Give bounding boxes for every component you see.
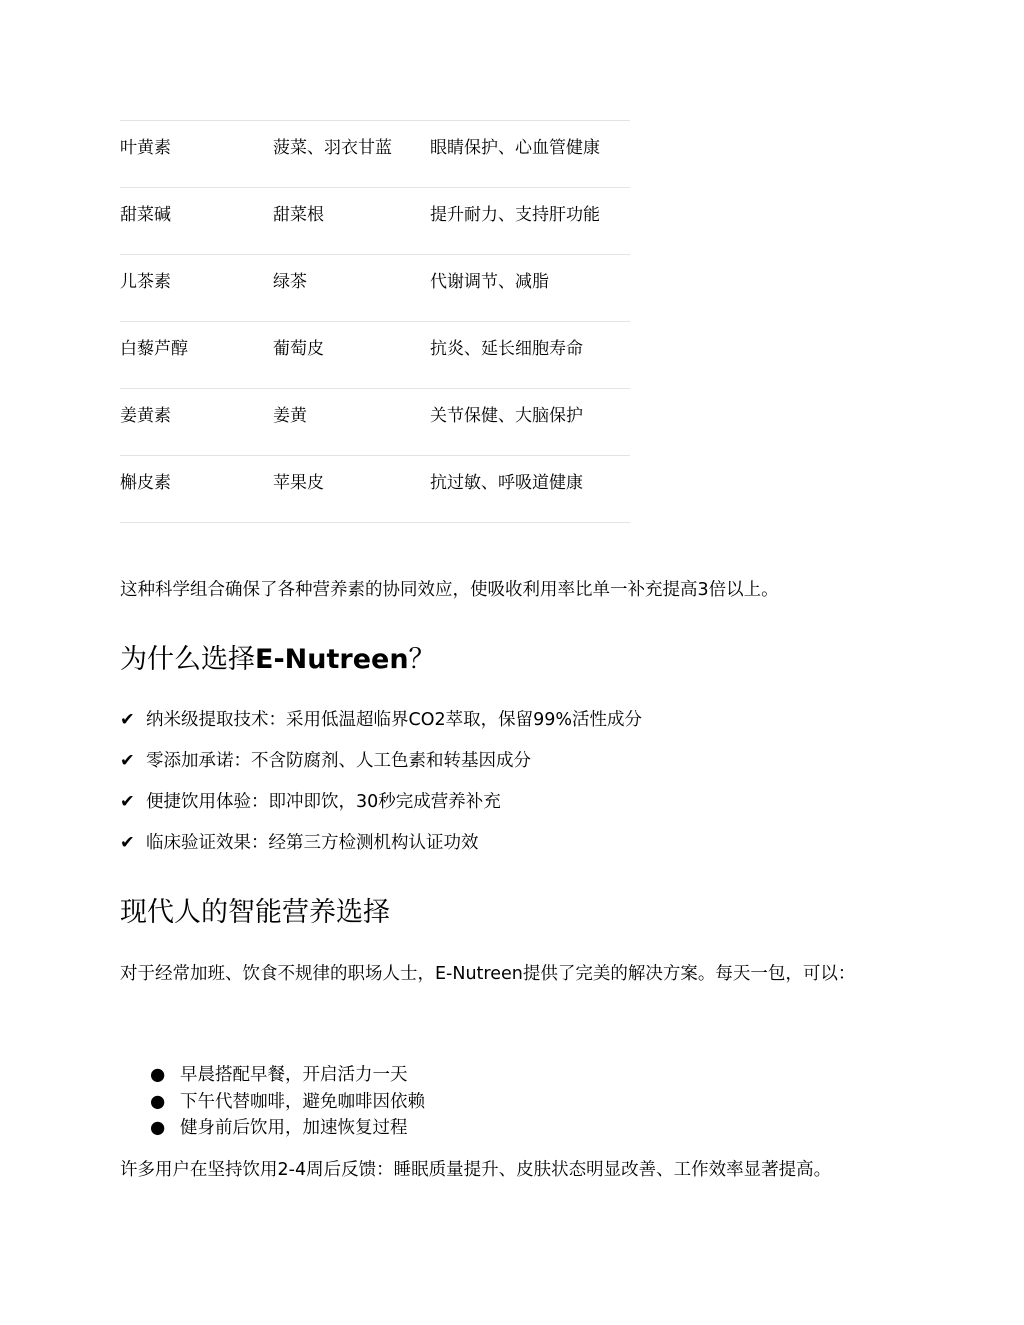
ingredient-cell: 甜菜碱 [120,205,171,225]
table-row [120,255,630,322]
bullet-icon: ● [150,1118,166,1138]
benefit-cell: 眼睛保护、心血管健康 [430,138,600,158]
ingredient-cell: 槲皮素 [120,473,171,493]
feature-item [120,830,479,856]
why-heading [120,640,436,680]
feature-item [120,707,642,733]
feature-item [120,748,531,774]
why-heading-suffix: ？ [408,644,436,675]
check-icon: ✔ [120,751,135,771]
feature-text: 零添加承诺：不含防腐剂、人工色素和转基因成分 [146,751,531,771]
table-row [120,389,630,456]
table-row [120,121,630,188]
benefit-cell: 代谢调节、减脂 [430,272,549,292]
ingredient-cell: 儿茶素 [120,272,171,292]
source-cell: 甜菜根 [273,205,324,225]
source-cell: 苹果皮 [273,473,324,493]
source-cell: 葡萄皮 [273,339,324,359]
modern-intro: 对于经常加班、饮食不规律的职场人士，E-Nutreen提供了完美的解决方案。每天一包，可以： [120,964,856,984]
check-icon: ✔ [120,792,135,812]
feature-text: 纳米级提取技术：采用低温超临界CO2萃取，保留99%活性成分 [146,710,643,730]
table-row [120,188,630,255]
feature-text: 临床验证效果：经第三方检测机构认证功效 [146,833,479,853]
feedback-paragraph: 许多用户在坚持饮用2-4周后反馈：睡眠质量提升、皮肤状态明显改善、工作效率显著提高。 [120,1160,832,1180]
source-cell: 姜黄 [273,406,307,426]
ingredient-cell: 叶黄素 [120,138,171,158]
feature-item [120,789,501,815]
synergy-paragraph: 这种科学组合确保了各种营养素的协同效应，使吸收利用率比单一补充提高3倍以上。 [120,580,779,600]
feature-text: 便捷饮用体验：即冲即饮，30秒完成营养补充 [146,792,501,812]
bullet-icon: ● [150,1091,166,1112]
why-heading-prefix: 为什么选择 [120,644,255,675]
brand-name: E-Nutreen [255,644,409,675]
source-cell: 菠菜、羽衣甘蓝 [273,138,392,158]
benefit-cell: 关节保健、大脑保护 [430,406,583,426]
check-icon: ✔ [120,833,135,853]
benefit-cell: 抗炎、延长细胞寿命 [430,339,583,359]
benefit-cell: 提升耐力、支持肝功能 [430,205,600,225]
ingredient-cell: 白藜芦醇 [120,339,188,359]
usage-list [120,1062,425,1142]
ingredient-cell: 姜黄素 [120,406,171,426]
list-item: ● 健身前后饮用，加速恢复过程 [120,1115,425,1142]
list-item: ● 早晨搭配早餐，开启活力一天 [120,1062,425,1089]
modern-heading: 现代人的智能营养选择 [120,897,390,928]
bullet-icon: ● [150,1065,166,1085]
list-item: ● 下午代替咖啡，避免咖啡因依赖 [120,1089,425,1116]
check-icon: ✔ [120,710,135,730]
benefit-cell: 抗过敏、呼吸道健康 [430,473,583,493]
table-row [120,456,630,523]
source-cell: 绿茶 [273,272,307,292]
ingredient-table [120,120,630,523]
table-row [120,322,630,389]
